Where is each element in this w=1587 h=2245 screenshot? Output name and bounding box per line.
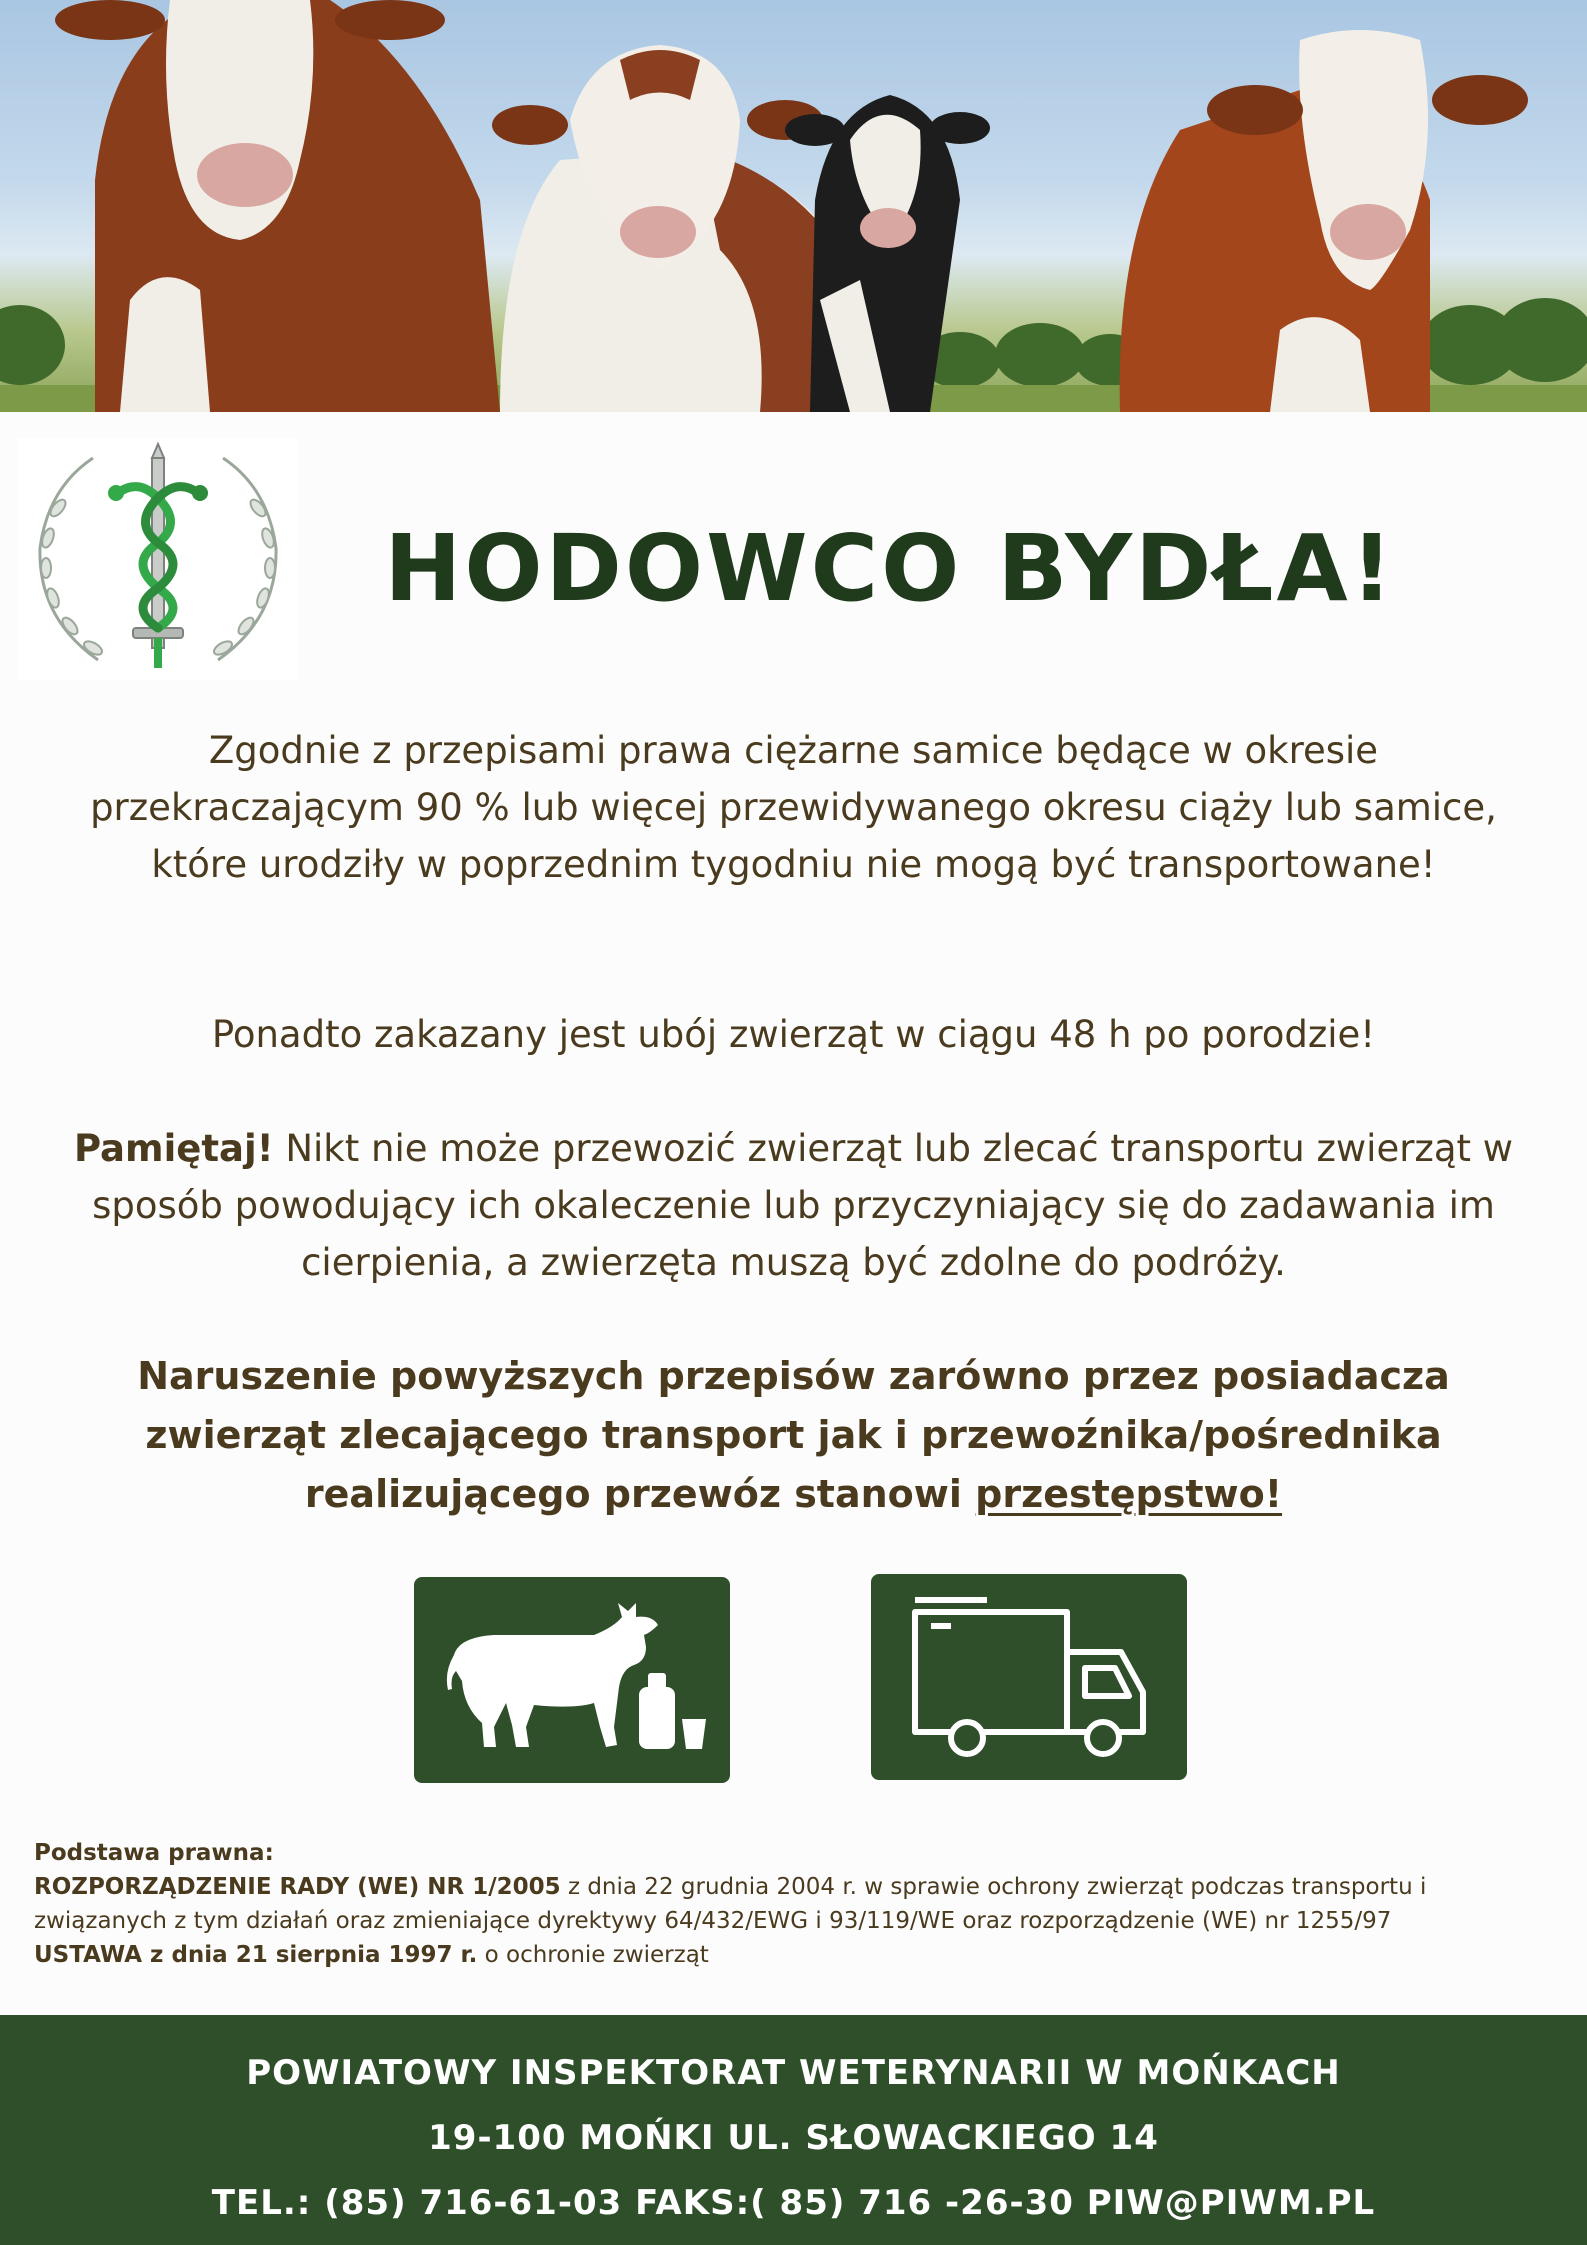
violation-text: Naruszenie powyższych przepisów zarówno przez posiadacza zwierząt zlecającego transport jak i przewoźnika/pośrednika realizującego przewóz stanowi: [137, 1354, 1450, 1516]
crime-emphasis: przestępstwo!: [975, 1472, 1283, 1516]
violation-warning: [40, 1347, 1547, 1524]
footer-contact: [0, 2015, 1587, 2245]
cows-illustration: [0, 0, 1587, 412]
page-title: HODOWCO BYDŁA!: [384, 515, 1396, 622]
footer-address: 19-100 MOŃKI UL. SŁOWACKIEGO 14: [428, 2118, 1159, 2158]
remember-lead: Pamiętaj!: [73, 1127, 274, 1170]
footer-phone-email: TEL.: (85) 716-61-03 FAKS:( 85) 716 -26-30 PIW@PIWM.PL: [211, 2183, 1376, 2223]
regulation-text: z dnia 22 grudnia 2004 r. w sprawie ochrony zwierząt podczas transportu i związanych z tym działań oraz zmieniające dyrektywy 64/432/EWG i 93/119/WE oraz rozporządzenie (WE) nr 1255/97: [34, 1874, 1427, 1934]
act-text: o ochronie zwierząt: [477, 1942, 709, 1968]
hero-cows-photo: [0, 0, 1587, 412]
veterinary-emblem-logo: [18, 438, 298, 680]
remember-text: Nikt nie może przewozić zwierząt lub zlecać transportu zwierząt w sposób powodujący ich okaleczenie lub przyczyniający się do zadawania im cierpienia, a zwierzęta muszą być zdolne do podróży.: [92, 1127, 1514, 1284]
legal-basis: [34, 1836, 1559, 1972]
slaughter-ban-paragraph: Ponadto zakazany jest ubój zwierząt w ciągu 48 h po porodzie!: [211, 1013, 1376, 1056]
truck-icon: [871, 1574, 1187, 1780]
regulation-name: ROZPORZĄDZENIE RADY (WE) NR 1/2005: [34, 1874, 561, 1900]
footer-organization: POWIATOWY INSPEKTORAT WETERYNARII W MOŃKACH: [246, 2053, 1341, 2093]
act-name: USTAWA z dnia 21 sierpnia 1997 r.: [34, 1942, 478, 1968]
cow-milk-icon: [414, 1577, 730, 1783]
regulation-line: [34, 1874, 1426, 1934]
legal-heading: Podstawa prawna:: [34, 1840, 274, 1866]
pregnancy-transport-paragraph: Zgodnie z przepisami prawa ciężarne samice będące w okresie przekraczającym 90 % lub więcej przewidywanego okresu ciąży lub samice, które urodziły w poprzednim tygodniu nie mogą być transportowane!: [90, 729, 1497, 886]
act-line: [34, 1942, 709, 1968]
remember-paragraph: [40, 1120, 1547, 1291]
